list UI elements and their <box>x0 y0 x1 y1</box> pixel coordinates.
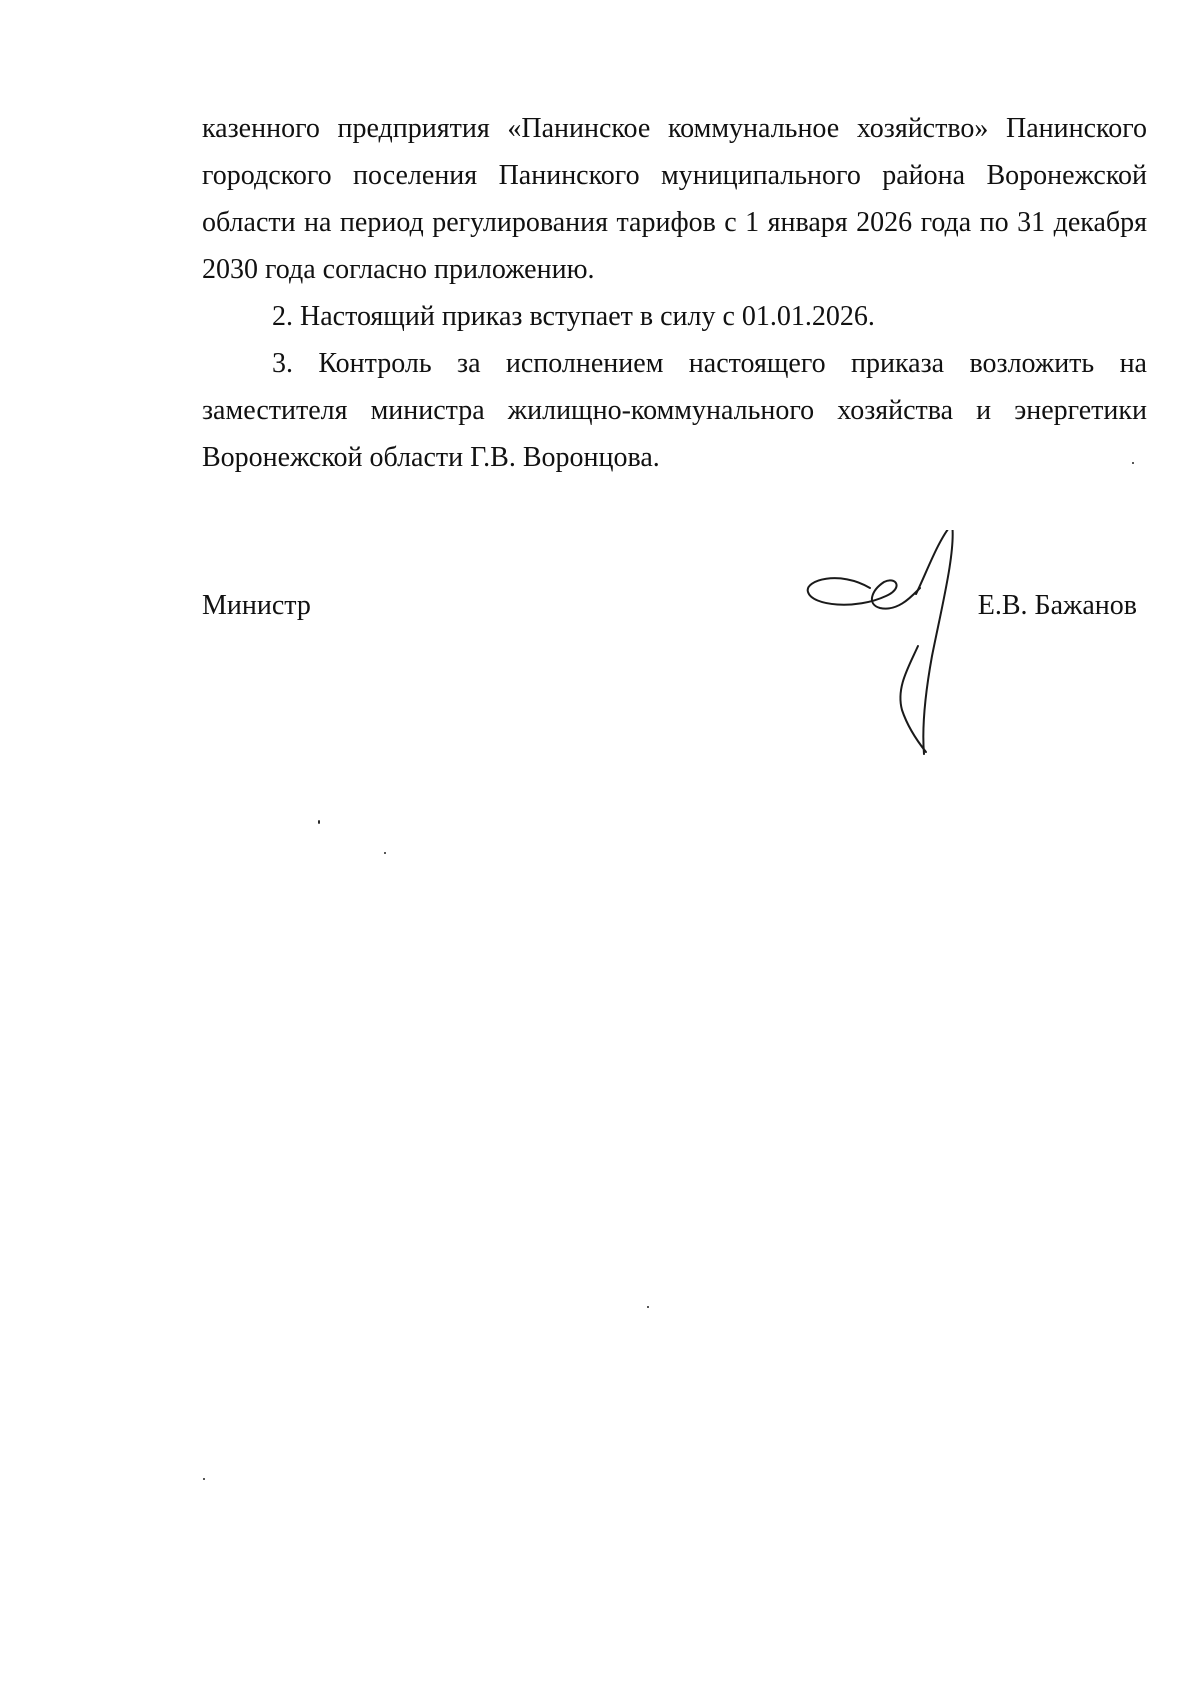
signer-name: Е.В. Бажанов <box>977 590 1137 621</box>
signer-position: Министр <box>202 590 311 621</box>
signature-block <box>202 590 1147 640</box>
scan-speck <box>1132 462 1134 464</box>
paragraph-item-3: 3. Контроль за исполнением настоящего приказа возложить на заместителя министра жилищно-коммунального хозяйства и энергетики Воронежской области Г.В. Воронцова. <box>202 348 1147 473</box>
paragraph-continuation: казенного предприятия «Панинское коммунальное хозяйство» Панинского городского поселения Панинского муниципального района Воронежской области на период регулирования тарифов с 1 января 2026 года по 31 декабря 2030 года согласно приложению. <box>202 113 1147 285</box>
scan-speck <box>647 1306 649 1308</box>
scan-speck <box>384 852 386 854</box>
handwritten-signature <box>800 530 970 760</box>
scan-speck <box>318 820 320 824</box>
scan-speck <box>203 1478 205 1480</box>
paragraph-item-2: 2. Настоящий приказ вступает в силу с 01.01.2026. <box>272 301 875 332</box>
document-body <box>202 105 1147 481</box>
